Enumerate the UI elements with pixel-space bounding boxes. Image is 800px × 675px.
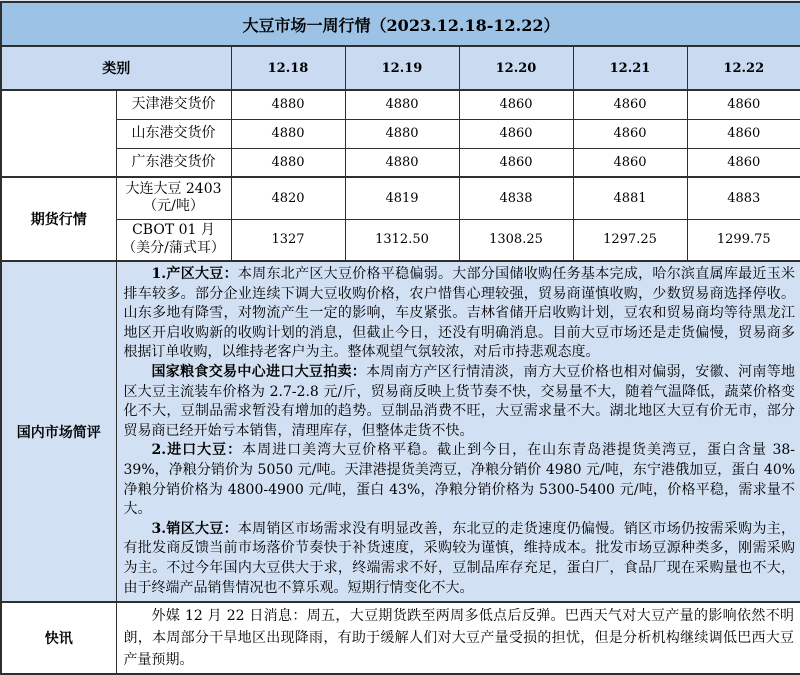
commentary-section [1,261,800,602]
paragraph-text: 本周销区市场需求没有明显改善，东北豆的走货速度仍偏慢。销区市场仍按需采购为主，有批发商反馈当前市场落价节奏快于补货速度，采购较为谨慎，维持成本。批发市场豆源种类多，刚需采购为主。不过今年国内大豆供大于求，终端需求不好，豆制品库存充足，蛋白厂，食品厂现在采购量也不大，由于终端产品销售情况也不算乐观。短期行情变化不大。 [123,520,796,596]
row-label-guangdong: 广东港交货价 [116,148,231,177]
date-header-3: 12.20 [459,46,573,90]
date-header-2: 12.19 [345,46,459,90]
cell-value: 4819 [345,177,459,219]
date-header-4: 12.21 [573,46,687,90]
row-label-line2: （美分/蒲式耳） [122,239,225,256]
commentary-body [116,261,800,602]
cell-value: 4860 [687,119,800,148]
cell-value: 4880 [345,148,459,177]
cell-value: 1299.75 [687,219,800,261]
paragraph-text: 本周南方产区行情清淡，南方大豆价格也相对偏弱，安徽、河南等地区大豆主流装车价格为 2.7-2.8 元/斤，贸易商反映上货节奏不快，交易量不大，随着气温降低，蔬菜价格变化不大，豆制品需求暂没有增加的趋势。豆制品消费不旺，大豆需求量不大。湖北地区大豆有价无市，部分贸易商已经开始亏本销售，清理库存，但整体走货不快。 [123,363,796,439]
paragraph-lead: 国家粮食交易中心进口大豆拍卖： [151,363,367,380]
row-label-shandong: 山东港交货价 [116,119,231,148]
spot-group-label [1,90,116,177]
cell-value: 4820 [231,177,345,219]
category-header: 类别 [1,46,231,90]
cell-value: 4860 [573,90,687,119]
price-table [0,1,800,675]
title-row [1,2,800,46]
cell-value: 4860 [459,119,573,148]
table-row-shandong [1,119,800,148]
cell-value: 4880 [231,90,345,119]
row-label-dalian [116,177,231,219]
paragraph-lead: 2.进口大豆： [151,442,243,459]
paragraph-text: 本周进口美湾大豆价格平稳。截止到今日，在山东青岛港提货美湾豆，蛋白含量 38-39%，净粮分销价为 5050 元/吨。天津港提货美湾豆，净粮分销价 4980 元/吨，东宁港俄加豆，蛋白 40%净粮分销价格为 4800-4900 元/吨，蛋白 43%，净粮分销价格为 5300-5400 元/吨，价格平稳，需求量不大。 [123,442,796,518]
cell-value: 4860 [573,148,687,177]
news-body [116,602,800,674]
paragraph-text: 本周东北产区大豆价格平稳偏弱。大部分国储收购任务基本完成，哈尔滨直属库最近玉米排车较多。部分企业连续下调大豆收购价格，农户惜售心理较强，贸易商谨慎收购，少数贸易商选择停收。山东多地有降雪，对物流产生一定的影响，车皮紧张。吉林省储开启收购计划，豆农和贸易商均等待黑龙江地区开启收购新的收购计划的消息，但截止今日，还没有明确消息。目前大豆市场还是走货偏慢，贸易商多根据订单收购，以维持老客户为主。整体观望气氛较浓，对后市持悲观态度。 [123,266,796,361]
row-label-tianjin: 天津港交货价 [116,90,231,119]
row-label-line1: 大连大豆 2403 [125,180,222,197]
cell-value: 4860 [459,90,573,119]
commentary-paragraph-1 [124,265,796,363]
cell-value: 4883 [687,177,800,219]
cell-value: 4860 [459,148,573,177]
table-row-tianjin [1,90,800,119]
news-label: 快讯 [1,602,116,674]
page-title: 大豆市场一周行情（2023.12.18-12.22） [1,2,800,46]
commentary-label: 国内市场简评 [1,261,116,602]
cell-value: 1312.50 [345,219,459,261]
commentary-paragraph-2 [124,363,796,441]
date-header-1: 12.18 [231,46,345,90]
row-label-cbot [116,219,231,261]
cell-value: 4860 [687,90,800,119]
cell-value: 4880 [345,119,459,148]
paragraph-lead: 1.产区大豆： [151,266,238,282]
soybean-weekly-report [0,1,800,669]
table-row-guangdong [1,148,800,177]
paragraph-lead: 3.销区大豆： [151,520,238,537]
cell-value: 1327 [231,219,345,261]
row-label-line1: CBOT 01 月 [132,222,215,239]
table-row-cbot [1,219,800,261]
cell-value: 1297.25 [573,219,687,261]
cell-value: 1308.25 [459,219,573,261]
cell-value: 4880 [345,90,459,119]
row-label-line2: （元/吨） [143,198,204,215]
table-row-dalian-soybean [1,177,800,219]
cell-value: 4860 [573,119,687,148]
cell-value: 4860 [687,148,800,177]
news-text: 外媒 12 月 22 日消息：周五，大豆期货跌至两周多低点后反弹。巴西天气对大豆产量的影响依然不明朗，本周部分干旱地区出现降雨，有助于缓解人们对大豆产量受损的担忧，但是分析机构继续调低巴西大豆产量预期。 [123,608,795,669]
commentary-paragraph-3 [124,441,796,519]
futures-group-label: 期货行情 [1,177,116,261]
date-header-5: 12.22 [687,46,800,90]
news-section [1,602,800,674]
cell-value: 4880 [231,148,345,177]
commentary-paragraph-4 [124,520,796,598]
date-header-row [1,46,800,90]
cell-value: 4880 [231,119,345,148]
cell-value: 4881 [573,177,687,219]
cell-value: 4838 [459,177,573,219]
